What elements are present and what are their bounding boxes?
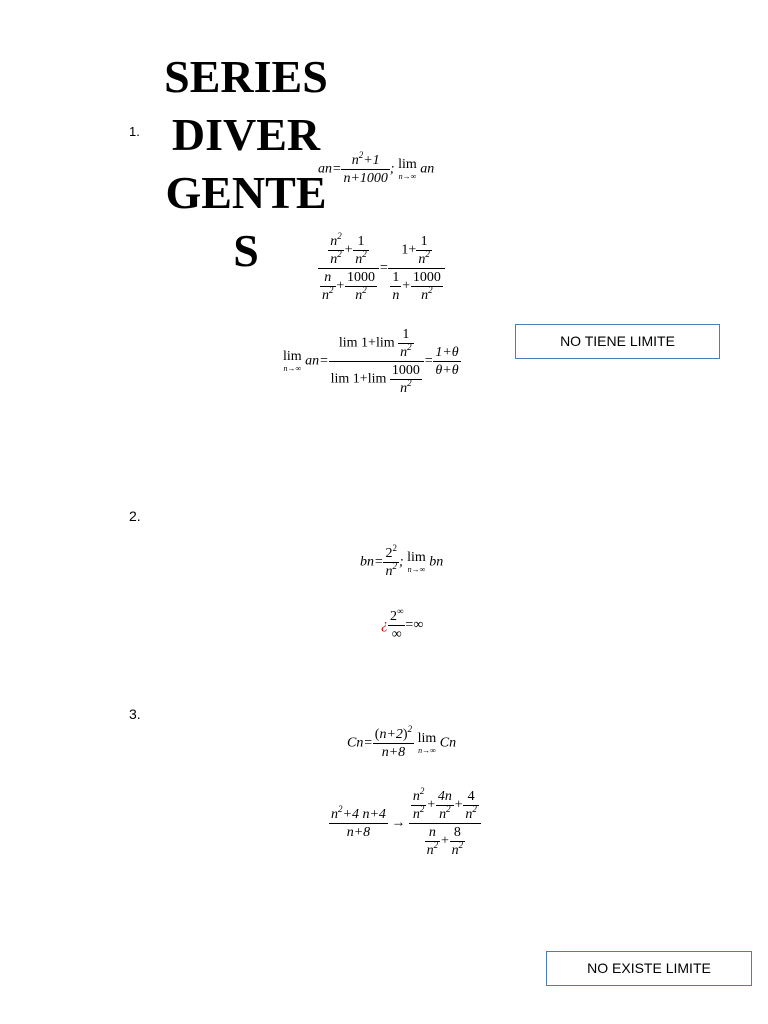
item-number-2: 2. — [129, 508, 141, 524]
page-title: SERIES DIVER GENTE S — [164, 51, 328, 276]
item-number-3: 3. — [129, 706, 141, 722]
eq-bn-result: ¿ $\frac{2^\infty}{\infty}$ =∞ — [381, 606, 424, 642]
eq-bn-definition: bn= $\frac{2^2}{n^2}$ ; lim n→∞ bn — [360, 543, 444, 579]
answer-box-no-limit: NO TIENE LIMITE — [515, 324, 720, 359]
eq-an-definition: an= $\frac{n^2+1}{n+1000}$ ; lim n→∞ an — [318, 150, 435, 186]
eq-an-limit: lim n→∞ an= lim 1+lim $\frac{1}{n^2}$ lim 1+lim $\frac{1000}{n^2}$ = $\frac{1+\theta}{\theta+\theta}$ — [283, 327, 459, 396]
item-number-1: 1. — [129, 124, 140, 139]
eq-an-divided: $\frac{n^2}{n^2}$ + $\frac{1}{n^2}$ $\frac{n}{n^2}$ + $\frac{1000}{n^2}$ = 1+ $\frac{1}{n^2}$ $\frac{1}{n}$ + $\frac{1000}{n^2}$ — [318, 233, 445, 304]
eq-cn-definition: Cn= $\frac{(n+2)^2}{n+8}$ lim n→∞ Cn — [347, 724, 457, 760]
answer-box-no-exists: NO EXISTE LIMITE — [546, 951, 752, 986]
eq-cn-divided: $\frac{n^2+4 n+4}{n+8}$ → $\frac{n^2}{n^2}$ + $\frac{4n}{n^2}$ + $\frac{4}{n^2}$ $\frac{n}{n^2}$ + $\frac{8}{n^2}$ — [329, 788, 481, 859]
